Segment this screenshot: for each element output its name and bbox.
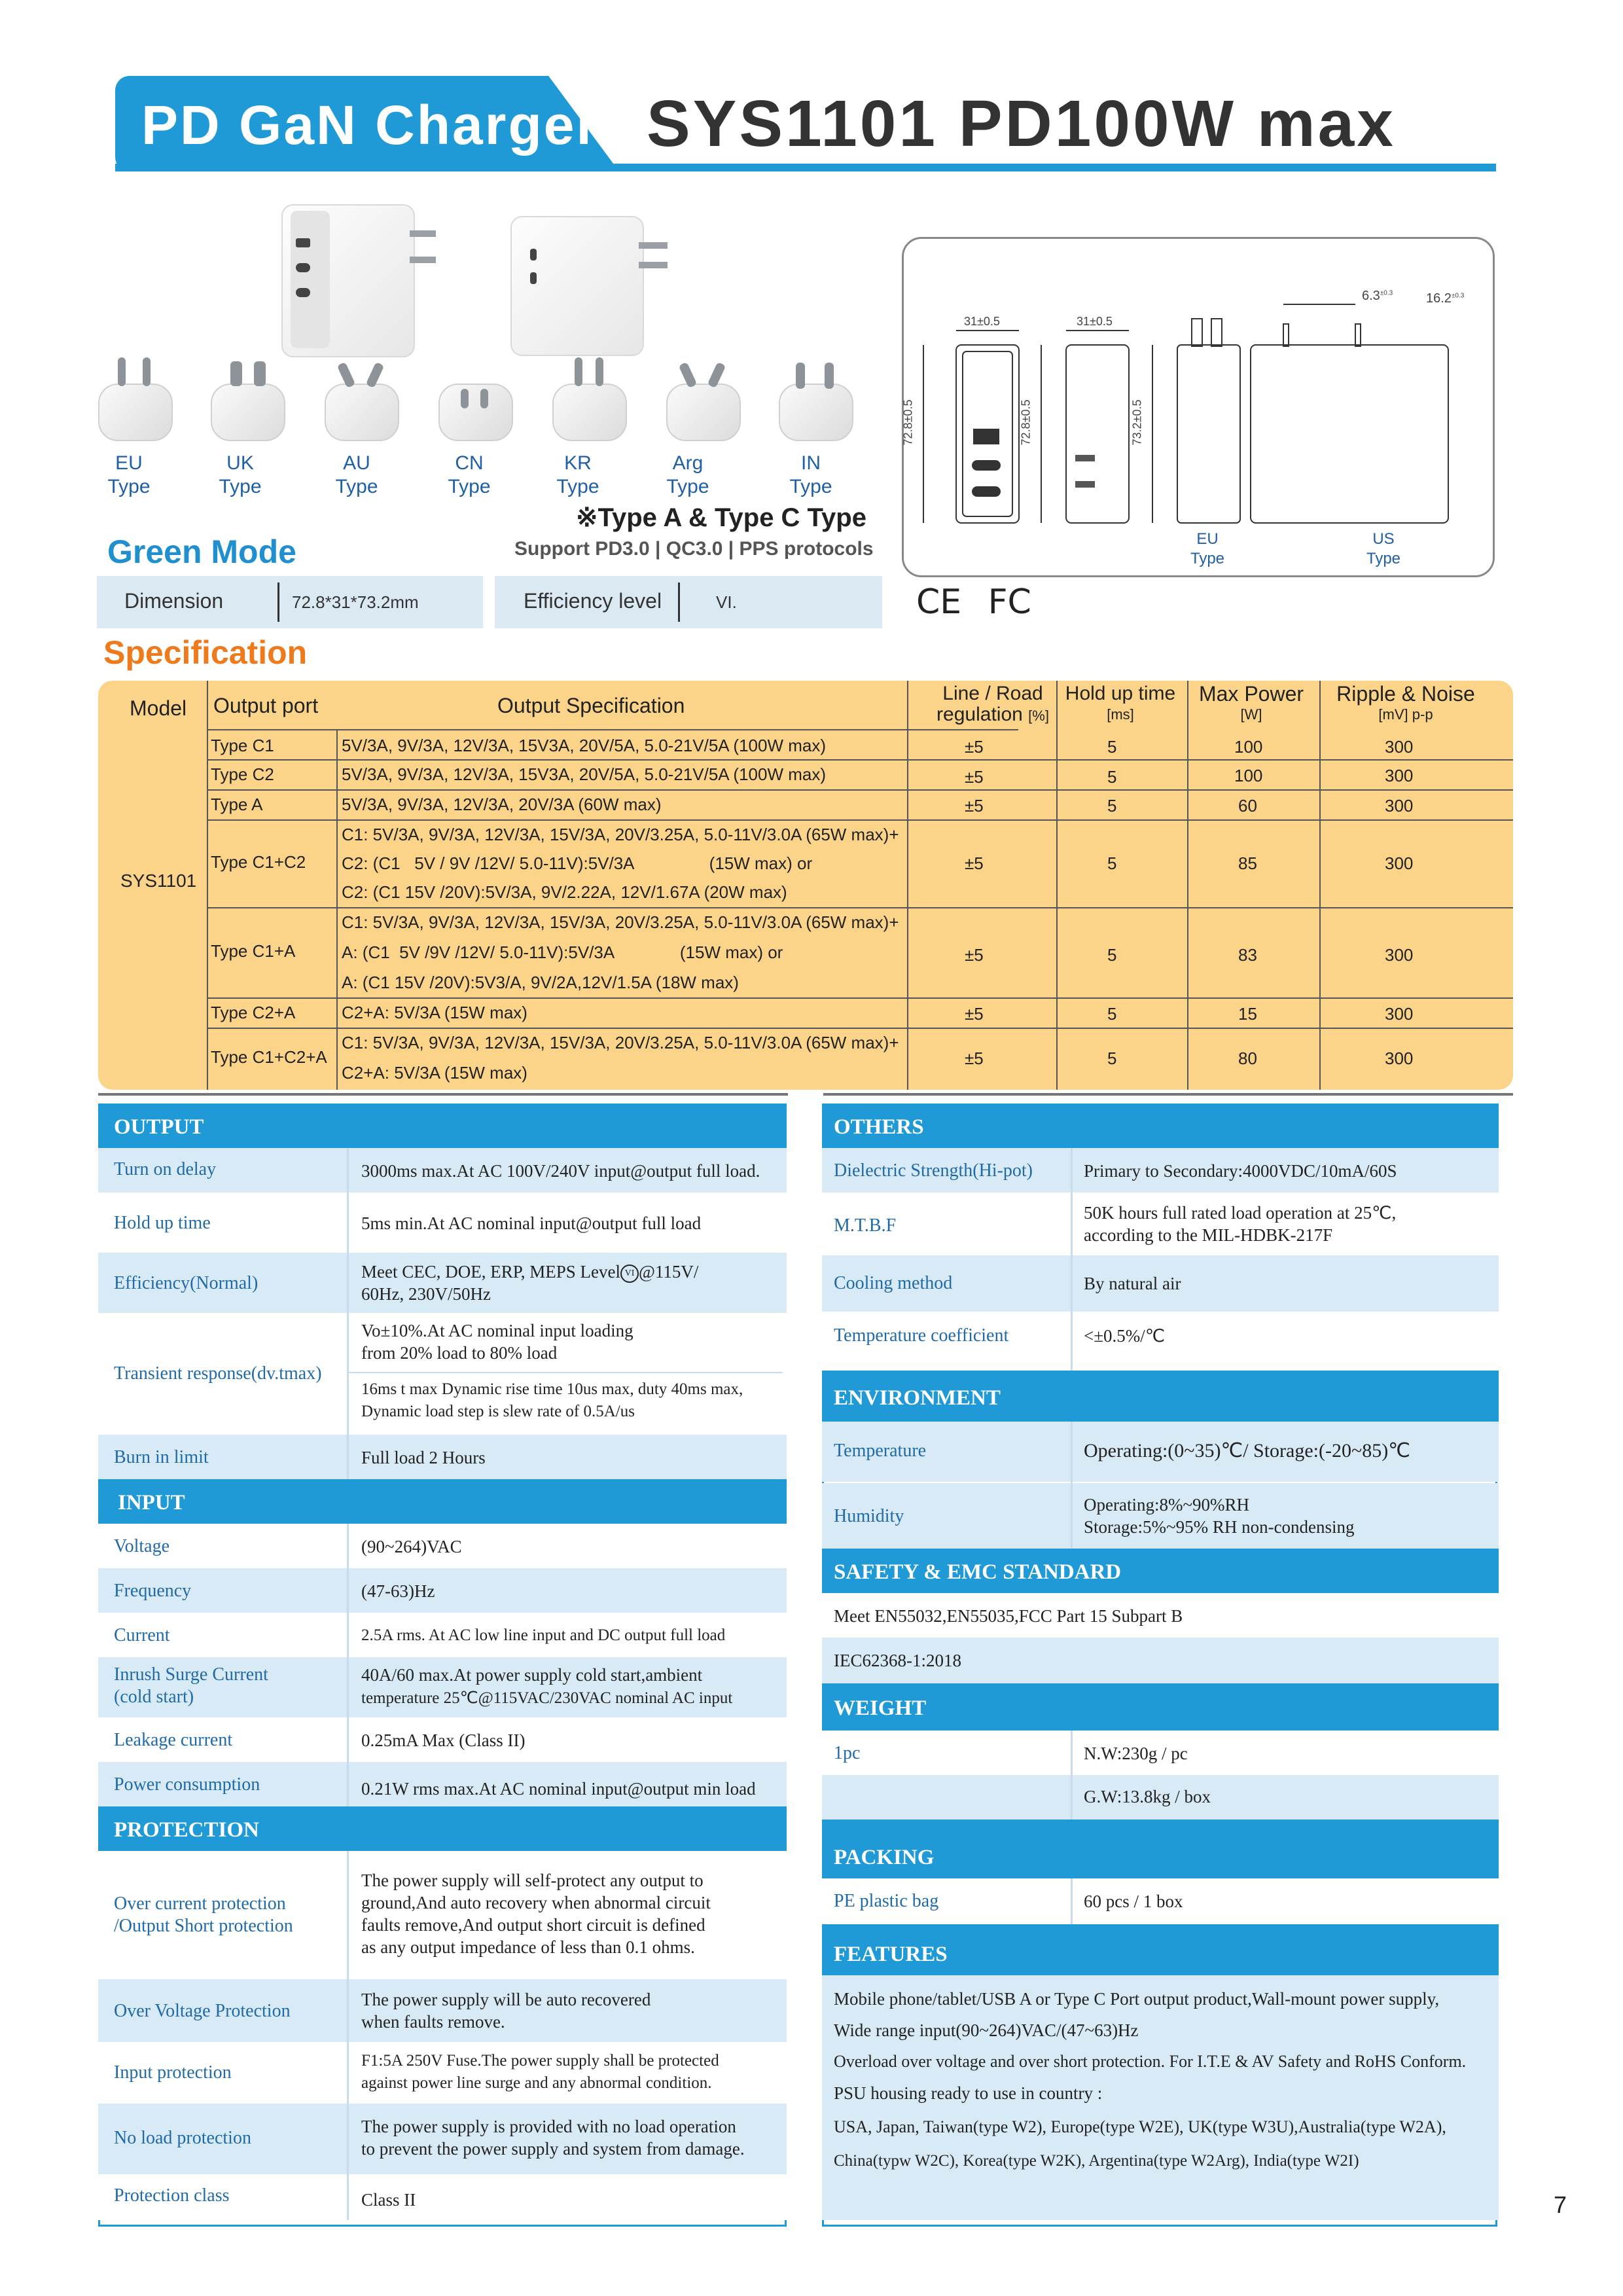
hold-cell: 5 bbox=[1107, 737, 1117, 757]
ripple-cell: 300 bbox=[1385, 796, 1414, 816]
section-input: INPUT bbox=[98, 1479, 787, 1524]
power-cell: 85 bbox=[1238, 853, 1257, 873]
reg-cell: ±5 bbox=[965, 737, 984, 757]
value: Meet EN55032,EN55035,FCC Part 15 Subpart B bbox=[834, 1606, 1183, 1626]
label: Burn in limit bbox=[114, 1447, 209, 1467]
value: The power supply will self-protect any output to ground,And auto recovery when abnormal circuit faults remove,And output short circuit is defined as any output impedance of less than 0.1 ohms. bbox=[361, 1871, 711, 1957]
col-port: Output port bbox=[213, 694, 319, 717]
output-cell: 5V/3A, 9V/3A, 12V/3A, 15V3A, 20V/5A, 5.0-21V/5A (100W max) bbox=[342, 736, 826, 755]
efficiency-box bbox=[495, 576, 882, 628]
section-others: OTHERS bbox=[822, 1103, 1499, 1148]
reg-cell: ±5 bbox=[965, 945, 984, 965]
port-cell: Type C1+C2 bbox=[211, 852, 306, 872]
level-mark: VI bbox=[620, 1265, 639, 1283]
right-spec-table bbox=[822, 1103, 1499, 2227]
plug-image-eu bbox=[92, 357, 177, 442]
value: 2.5A rms. At AC low line input and DC output full load bbox=[361, 1626, 726, 1644]
value: 3000ms max.At AC 100V/240V input@output full load. bbox=[361, 1161, 760, 1181]
reg-cell: ±5 bbox=[965, 1049, 984, 1068]
value: Class II bbox=[361, 2190, 416, 2210]
dim-height-2: 72.8±0.5 bbox=[1019, 399, 1033, 446]
green-mode-heading: Green Mode bbox=[107, 533, 296, 570]
rule bbox=[207, 997, 1513, 999]
label: Temperature coefficient bbox=[834, 1325, 1009, 1346]
port-cell: Type C2 bbox=[211, 764, 274, 784]
port-cell: Type C1+C2+A bbox=[211, 1047, 327, 1067]
fcc-mark: FC bbox=[988, 583, 1031, 622]
output-cell: C2: (C1 5V / 9V /12V/ 5.0-11V):5V/3A (15W max) or bbox=[342, 853, 813, 873]
output-cell: 5V/3A, 9V/3A, 12V/3A, 15V3A, 20V/5A, 5.0-21V/5A (100W max) bbox=[342, 764, 826, 784]
label: Turn on delay bbox=[114, 1159, 217, 1179]
section-features: FEATURES bbox=[822, 1924, 1499, 1975]
plug-label-arg: Arg Type bbox=[666, 452, 709, 497]
section-weight: WEIGHT bbox=[822, 1683, 1499, 1731]
plug-label-uk: UK Type bbox=[219, 452, 262, 497]
plug-label-cn: CN Type bbox=[448, 452, 491, 497]
value: Primary to Secondary:4000VDC/10mA/60S bbox=[1084, 1161, 1397, 1181]
rule bbox=[207, 1028, 1513, 1029]
dim-height-1: 72.8±0.5 bbox=[901, 399, 915, 446]
power-cell: 100 bbox=[1234, 766, 1263, 785]
value: 0.21W rms max.At AC nominal input@output min load bbox=[361, 1779, 756, 1799]
col-output: Output Specification bbox=[497, 694, 685, 717]
col-power: Max Power [W] bbox=[1198, 682, 1304, 723]
section-environment: ENVIRONMENT bbox=[822, 1371, 1499, 1422]
hold-cell: 5 bbox=[1107, 796, 1117, 816]
value: (90~264)VAC bbox=[361, 1537, 462, 1556]
plug-image-au bbox=[318, 357, 403, 442]
plug-image-arg bbox=[660, 357, 745, 442]
plug-label-in: IN Type bbox=[789, 452, 832, 497]
value: F1:5A 250V Fuse.The power supply shall be protected against power line surge and any abnormal condition. bbox=[361, 2052, 719, 2092]
feature-line: PSU housing ready to use in country : bbox=[834, 2083, 1103, 2103]
label: Hold up time bbox=[114, 1213, 211, 1233]
feature-line: Wide range input(90~264)VAC/(47~63)Hz bbox=[834, 2020, 1139, 2040]
ripple-cell: 300 bbox=[1385, 945, 1414, 965]
dimension-value: 72.8*31*73.2mm bbox=[292, 592, 419, 612]
output-cell: C1: 5V/3A, 9V/3A, 12V/3A, 15V/3A, 20V/3.25A, 5.0-11V/3.0A (65W max)+ bbox=[342, 825, 899, 844]
rule bbox=[207, 789, 1513, 791]
value: 50K hours full rated load operation at 25℃, according to the MIL-HDBK-217F bbox=[1084, 1203, 1397, 1245]
section-safety: SAFETY & EMC STANDARD bbox=[822, 1549, 1499, 1593]
rule bbox=[207, 819, 1513, 821]
port-cell: Type A bbox=[211, 795, 263, 814]
plug-image-cn bbox=[432, 357, 517, 442]
reg-cell: ±5 bbox=[965, 767, 984, 787]
label: Temperature bbox=[834, 1441, 927, 1461]
reg-cell: ±5 bbox=[965, 853, 984, 873]
label: Humidity bbox=[834, 1506, 904, 1526]
hold-cell: 5 bbox=[1107, 945, 1117, 965]
column-divider bbox=[1071, 1731, 1073, 1820]
port-cell: Type C1+A bbox=[211, 941, 296, 961]
value: 16ms t max Dynamic rise time 10us max, duty 40ms max, Dynamic load step is slew rate of 0.5A/us bbox=[361, 1380, 743, 1420]
port-cell: Type C2+A bbox=[211, 1003, 296, 1022]
port-cell: Type C1 bbox=[211, 736, 274, 755]
dim-width-1: 31±0.5 bbox=[964, 315, 1000, 328]
col-regulation: Line / Road regulation [%] bbox=[936, 683, 1049, 725]
dimension-drawing bbox=[902, 237, 1495, 577]
label: Efficiency(Normal) bbox=[114, 1273, 259, 1293]
separator-right bbox=[823, 1093, 1513, 1096]
charger-image-2 bbox=[510, 216, 674, 360]
ripple-cell: 300 bbox=[1385, 737, 1414, 757]
value: The power supply will be auto recovered when faults remove. bbox=[361, 1990, 651, 2032]
product-title: SYS1101 PD100W max bbox=[647, 87, 1396, 160]
power-cell: 15 bbox=[1238, 1004, 1257, 1024]
col-model: Model bbox=[130, 696, 187, 720]
dimension-box bbox=[97, 576, 483, 628]
ripple-cell: 300 bbox=[1385, 1004, 1414, 1024]
power-cell: 83 bbox=[1238, 945, 1257, 965]
col-hold: Hold up time [ms] bbox=[1065, 683, 1176, 723]
divider bbox=[277, 583, 279, 622]
plug-image-kr bbox=[546, 357, 631, 442]
label: Current bbox=[114, 1625, 170, 1645]
value: The power supply is provided with no load operation to prevent the power supply and system from damage. bbox=[361, 2117, 745, 2159]
charger-image-1 bbox=[281, 204, 425, 356]
protocol-support: Support PD3.0 | QC3.0 | PPS protocols bbox=[514, 538, 874, 560]
value: Full load 2 Hours bbox=[361, 1448, 486, 1467]
label: Frequency bbox=[114, 1581, 192, 1601]
value: 40A/60 max.At power supply cold start,ambient temperature 25℃@115VAC/230VAC nominal AC input bbox=[361, 1665, 733, 1707]
value: Operating:8%~90%RH Storage:5%~95% RH non-condensing bbox=[1084, 1495, 1355, 1537]
feature-line: USA, Japan, Taiwan(type W2), Europe(type W2E), UK(type W3U),Australia(type W2A), bbox=[834, 2117, 1446, 2136]
dim-height-3: 73.2±0.5 bbox=[1130, 399, 1144, 446]
value: 60 pcs / 1 box bbox=[1084, 1892, 1183, 1911]
value: Operating:(0~35)℃/ Storage:(-20~85)℃ bbox=[1084, 1440, 1410, 1462]
plug-image-uk bbox=[204, 357, 289, 442]
plug-label-eu: EU Type bbox=[107, 452, 151, 497]
header-tab-title: PD GaN Charger bbox=[141, 94, 600, 156]
value: IEC62368-1:2018 bbox=[834, 1651, 961, 1670]
drawing-label-us: US Type bbox=[1366, 530, 1401, 567]
power-cell: 80 bbox=[1238, 1049, 1257, 1068]
feature-line: China(typw W2C), Korea(type W2K), Argentina(type W2Arg), India(type W2I) bbox=[834, 2152, 1359, 2170]
output-cell: 5V/3A, 9V/3A, 12V/3A, 20V/3A (60W max) bbox=[342, 795, 662, 814]
label: 1pc bbox=[834, 1743, 861, 1763]
column-divider bbox=[347, 1148, 349, 1479]
column-divider bbox=[1071, 1422, 1073, 1549]
divider bbox=[678, 583, 680, 622]
drawing-svg bbox=[904, 239, 1493, 575]
plug-label-kr: KR Type bbox=[556, 452, 599, 497]
label: Transient response(dv.tmax) bbox=[114, 1363, 322, 1384]
hold-cell: 5 bbox=[1107, 767, 1117, 787]
label: Power consumption bbox=[114, 1774, 260, 1795]
label: Dielectric Strength(Hi-pot) bbox=[834, 1160, 1033, 1181]
value: N.W:230g / pc bbox=[1084, 1744, 1188, 1763]
specification-heading: Specification bbox=[103, 634, 308, 671]
value: (47-63)Hz bbox=[361, 1581, 435, 1601]
col-ripple: Ripple & Noise [mV] p-p bbox=[1336, 682, 1475, 723]
dim-prong-1: $6.3^{\pm 0.3}$ bbox=[1362, 289, 1393, 303]
efficiency-value: VI. bbox=[716, 592, 737, 612]
left-spec-table bbox=[98, 1103, 787, 2227]
certification-marks bbox=[916, 583, 1031, 622]
efficiency-label: Efficiency level bbox=[524, 589, 662, 613]
output-cell: C2+A: 5V/3A (15W max) bbox=[342, 1003, 527, 1022]
label: Over current protection /Output Short protection bbox=[114, 1893, 293, 1936]
model-value: SYS1101 bbox=[120, 870, 197, 891]
value: By natural air bbox=[1084, 1274, 1181, 1293]
output-cell: C2+A: 5V/3A (15W max) bbox=[342, 1063, 527, 1083]
ripple-cell: 300 bbox=[1385, 1049, 1414, 1068]
section-output: OUTPUT bbox=[98, 1103, 787, 1148]
dim-prong-2: $16.2^{\pm 0.3}$ bbox=[1426, 291, 1465, 306]
hold-cell: 5 bbox=[1107, 1004, 1117, 1024]
label: M.T.B.F bbox=[834, 1215, 897, 1236]
hold-cell: 5 bbox=[1107, 1049, 1117, 1068]
label: Inrush Surge Current (cold start) bbox=[114, 1664, 268, 1707]
label: PE plastic bag bbox=[834, 1891, 939, 1911]
value: <±0.5%/℃ bbox=[1084, 1326, 1166, 1346]
plug-image-in bbox=[772, 357, 857, 442]
value: Vo±10%.At AC nominal input loading from 20% load to 80% load bbox=[361, 1321, 633, 1363]
feature-line: Overload over voltage and over short protection. For I.T.E & AV Safety and RoHS Conform. bbox=[834, 2052, 1467, 2071]
ripple-cell: 300 bbox=[1385, 766, 1414, 785]
rule bbox=[336, 730, 338, 1090]
drawing-label-eu: EU Type bbox=[1190, 530, 1225, 567]
separator-left bbox=[98, 1093, 788, 1096]
label: Leakage current bbox=[114, 1730, 233, 1750]
reg-cell: ±5 bbox=[965, 796, 984, 816]
power-cell: 60 bbox=[1238, 796, 1257, 816]
label: Protection class bbox=[114, 2185, 230, 2206]
rule bbox=[207, 759, 1513, 761]
dimension-label: Dimension bbox=[124, 589, 224, 613]
column-divider bbox=[347, 1851, 349, 2220]
output-cell: C2: (C1 15V /20V):5V/3A, 9V/2.22A, 12V/1.67A (20W max) bbox=[342, 882, 787, 902]
value: Meet CEC, DOE, ERP, MEPS Level VI @115V/ 60Hz, 230V/50Hz bbox=[361, 1262, 699, 1304]
ripple-cell: 300 bbox=[1385, 853, 1414, 873]
plug-label-au: AU Type bbox=[335, 452, 378, 497]
output-cell: A: (C1 15V /20V):5V3/A, 9V/2A,12V/1.5A (18W max) bbox=[342, 973, 739, 992]
rule bbox=[347, 1372, 783, 1373]
rule bbox=[207, 729, 1018, 730]
column-divider bbox=[1071, 1148, 1073, 1371]
section-packing: PACKING bbox=[822, 1820, 1499, 1878]
ce-mark: CE bbox=[916, 583, 962, 622]
hold-cell: 5 bbox=[1107, 853, 1117, 873]
page-number: 7 bbox=[1554, 2191, 1567, 2218]
power-cell: 100 bbox=[1234, 737, 1263, 757]
dim-width-2: 31±0.5 bbox=[1077, 315, 1113, 328]
feature-line: Mobile phone/tablet/USB A or Type C Port output product,Wall-mount power supply, bbox=[834, 1989, 1440, 2009]
label: Over Voltage Protection bbox=[114, 2001, 291, 2021]
value: G.W:13.8kg / box bbox=[1084, 1787, 1211, 1806]
type-note: ※Type A & Type C Type bbox=[576, 503, 866, 532]
output-cell: C1: 5V/3A, 9V/3A, 12V/3A, 15V/3A, 20V/3.25A, 5.0-11V/3.0A (65W max)+ bbox=[342, 912, 899, 932]
column-divider bbox=[347, 1524, 349, 1806]
value: 5ms min.At AC nominal input@output full load bbox=[361, 1213, 702, 1233]
value: 0.25mA Max (Class II) bbox=[361, 1731, 526, 1750]
label: Input protection bbox=[114, 2062, 232, 2083]
rule bbox=[207, 907, 1513, 908]
specification-table bbox=[98, 681, 1513, 1090]
row-frequency bbox=[98, 1568, 787, 1613]
label: Cooling method bbox=[834, 1273, 953, 1293]
output-cell: C1: 5V/3A, 9V/3A, 12V/3A, 15V/3A, 20V/3.25A, 5.0-11V/3.0A (65W max)+ bbox=[342, 1033, 899, 1052]
output-cell: A: (C1 5V /9V /12V/ 5.0-11V):5V/3A (15W max) or bbox=[342, 942, 783, 962]
label: Voltage bbox=[114, 1536, 170, 1556]
section-protection: PROTECTION bbox=[98, 1806, 787, 1851]
column-divider bbox=[1071, 1878, 1073, 1924]
label: No load protection bbox=[114, 2128, 251, 2148]
reg-cell: ±5 bbox=[965, 1004, 984, 1024]
